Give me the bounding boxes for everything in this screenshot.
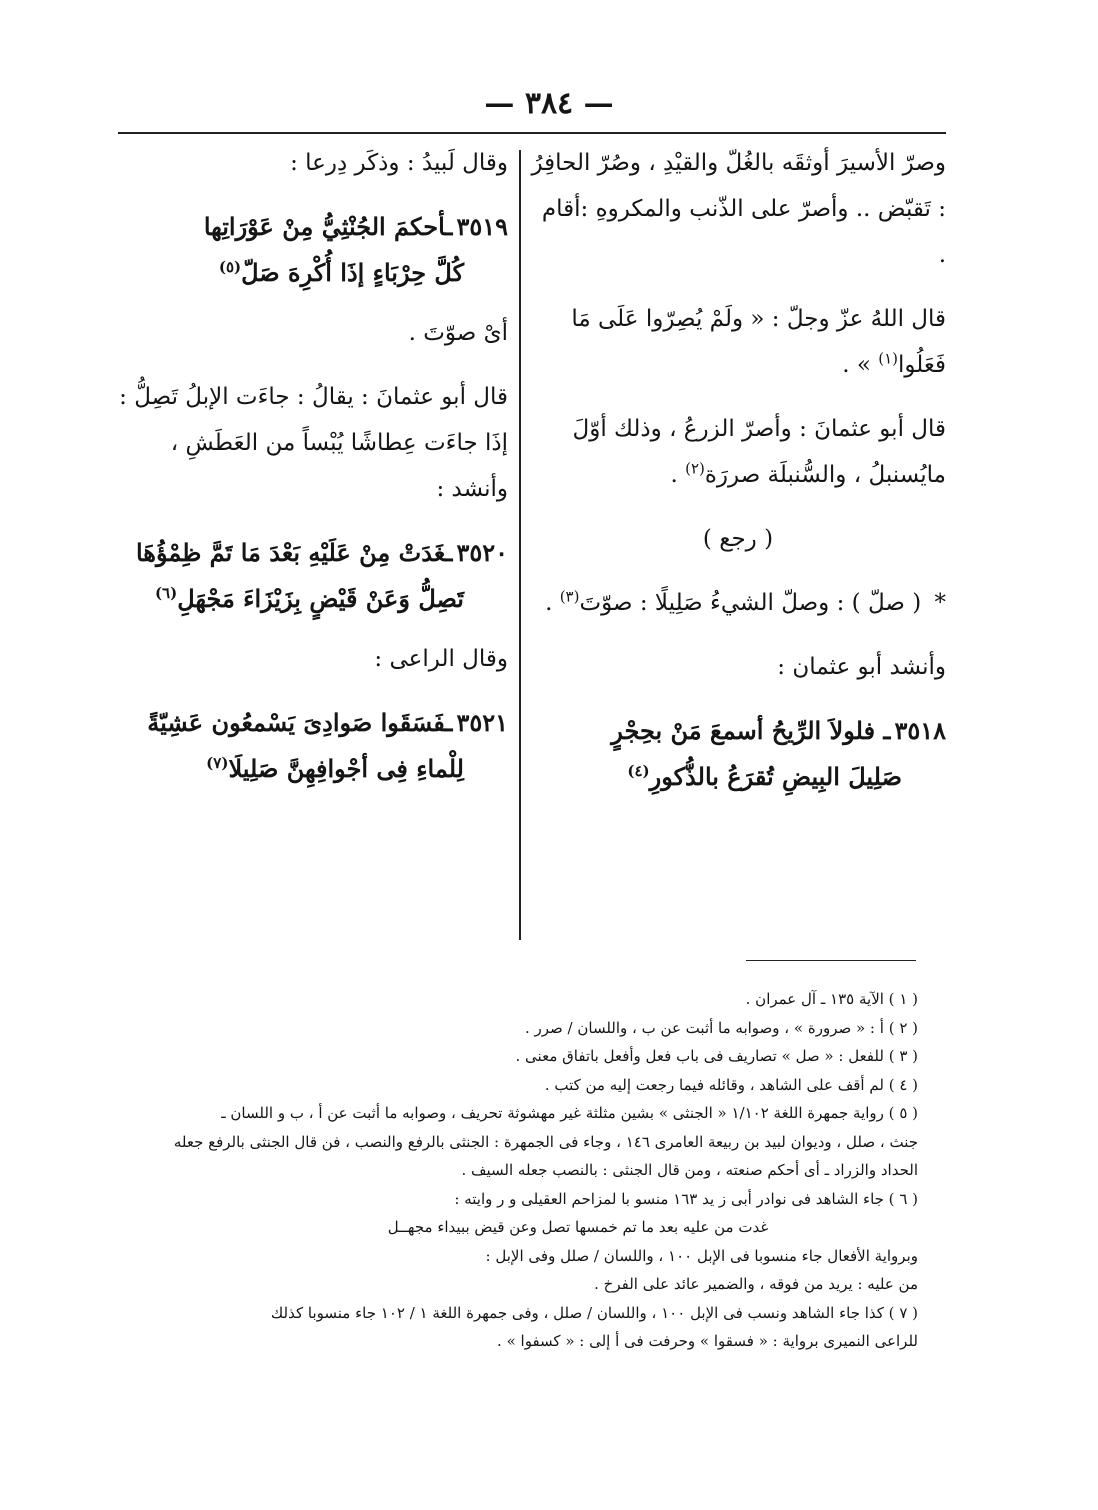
left-paragraph-2: أىْ صوّتَ . [408, 320, 508, 346]
footnotes [118, 985, 918, 1356]
footnote-6-continued: وبرواية الأفعال جاء منسوبا فى الإبل ١٠٠ ، واللسان / صلل وفى الإبل : [485, 1246, 918, 1265]
footnote-3: ( ٣ ) للفعل : « صل » تصاريف فى باب فعل وأفعل باتفاق معنى . [515, 1047, 918, 1065]
quote-close: » . [842, 352, 871, 378]
left-paragraph-4: وقال الراعى : [374, 646, 508, 672]
verse-3521 [118, 700, 508, 792]
footnote-ref-3: (٣) [559, 587, 580, 606]
verse-line-2: صَلِيلَ البِيضِ تُقرَعُ بالذُّكورِ [649, 762, 902, 791]
left-column [118, 140, 508, 806]
page-number: — ٣٨٤ — [484, 86, 614, 121]
entry-marker: * [934, 590, 946, 616]
footnote-ref-1: (١) [878, 349, 899, 368]
right-paragraph-5: وأنشد أبو عثمان : [777, 654, 946, 680]
verse-3519 [118, 204, 508, 296]
paragraph-end: . [545, 590, 553, 616]
right-column [530, 140, 946, 814]
verse-number: ٣٥٢١ [456, 708, 508, 737]
footnote-5: ( ٥ ) رواية جمهرة اللغة ١/١٠٢ « الجنثى » بشين مثلثة غير مهشوثة تحريف ، وصوابه ما أثبت عن أ ، ب و اللسان ـ [221, 1104, 918, 1122]
footnote-ref-2: (٢) [685, 459, 705, 478]
paragraph-text: قال أبو عثمانَ : وأصرّ الزرعُ ، وذلك أوّلَ مايُسنبلُ ، والسُّنبلَة صررَة [572, 416, 946, 488]
section-heading: ( رجع ) [702, 526, 774, 552]
right-paragraph-3 [530, 406, 946, 498]
footnote-7: ( ٧ ) كذا جاء الشاهد ونسب فى الإبل ١٠٠ ، واللسان / صلل ، وفى جمهرة اللغة ١ / ١٠٢ جاء منسوبا كذلك [270, 1303, 918, 1322]
verse-line-1: ـأحكمَ الجُنْثِيُّ مِنْ عَوْرَاتِها [203, 212, 453, 241]
verse-line-2: كُلَّ حِرْبَاءٍ إذَا أُكْرِهَ صَلّ [241, 258, 464, 287]
verse-number: ٣٥١٩ [456, 212, 508, 241]
entry-text: ( صلّ ) : وصلّ الشيءُ صَلِيلًا : صوّتَ [579, 590, 922, 616]
footnote-4: ( ٤ ) لم أقف على الشاهد ، وقائله فيما رجعت إليه من كتب . [544, 1075, 918, 1094]
footnote-ref-7: (٧) [206, 754, 229, 772]
footnote-7-continued: للراعى النميرى برواية : « فسقوا » وحرفت فى أ إلى : « كسفوا » . [497, 1332, 918, 1350]
quran-quote: قال اللهُ عزّ وجلّ : « ولَمْ يُصِرّوا عَلَى مَا فَعَلُوا [571, 306, 946, 378]
verse-line-1: ـفَسَقَوا صَوادِىَ يَسْمعُون عَشِيّةً [147, 708, 453, 737]
footnote-5-continued: الحداد والزراد ـ أى أحكم صنعته ، ومن قال الجنثى : بالنصب جعله السيف . [461, 1161, 918, 1179]
column-divider [519, 150, 521, 940]
footnote-divider [746, 960, 916, 961]
verse-line-1: ـغَدَتْ مِنْ عَلَيْهِ بَعْدَ مَا تَمَّ ظِمْؤُهَا [135, 538, 453, 567]
footnote-2: ( ٢ ) أ : « صرورة » ، وصوابه ما أثبت عن ب ، واللسان / صرر . [524, 1018, 918, 1037]
left-paragraph-1: وقال لَبيدُ : وذكَر دِرعا : [290, 150, 508, 176]
verse-3520 [118, 530, 508, 622]
right-paragraph-2 [530, 296, 946, 388]
right-paragraph-4 [530, 580, 946, 626]
header-divider [118, 132, 946, 134]
footnote-6: ( ٦ ) جاء الشاهد فى نوادر أبى ز يد ١٦٣ منسو با لمزاحم العقيلى و ر وايته : [454, 1189, 918, 1208]
footnote-1: ( ١ ) الآية ١٣٥ ـ آل عمران . [745, 990, 918, 1008]
footnote-ref-5: (٥) [218, 258, 242, 276]
left-paragraph-3: قال أبو عثمانَ : يقالُ : جاءَت الإبلُ تَصِلُّ : إذَا جاءَت عِطاشًا يُبْساً من العَطَشِ ، وأنشد : [119, 384, 508, 502]
verse-number: ٣٥٢٠ [456, 538, 508, 567]
verse-line-2: تَصِلُّ وَعَنْ قَيْضٍ بِزَيْزَاءَ مَجْهَلِ [177, 584, 464, 613]
verse-number: ٣٥١٨ [894, 716, 946, 745]
footnote-5-continued: جنث ، صلل ، وديوان لبيد بن ربيعة العامرى ١٤٦ ، وجاء فى الجمهرة : الجنثى بالرفع والنصب ، فن قال الجنثى بالرفع جعله [173, 1132, 918, 1151]
footnote-ref-4: (٤) [627, 762, 650, 780]
right-paragraph-1: وصرّ الأسيرَ أوثقَه بالغُلّ والقيْدِ ، وصُرّ الحافِرُ : تَقبّض .. وأصرّ على الذّنب والمكروهِ :أقام . [531, 150, 946, 268]
verse-line-2: لِلْماءِ فِى أجْوافِهِنَّ صَلِيلَا [228, 754, 464, 783]
verse-line-1: ـ فلولاَ الرِّيحُ أسمعَ مَنْ بحِجْرٍ [611, 716, 891, 745]
verse-3518 [530, 708, 946, 800]
footnote-6-continued: من عليه : يريد من فوقه ، والضمير عائد على الفرخ . [594, 1275, 918, 1293]
footnote-ref-6: (٦) [154, 584, 178, 602]
footnote-6-verse: غدت من عليه بعد ما تم خمسها تصل وعن قيض ببيداء مجهــل [387, 1218, 769, 1236]
paragraph-end: . [670, 462, 678, 488]
